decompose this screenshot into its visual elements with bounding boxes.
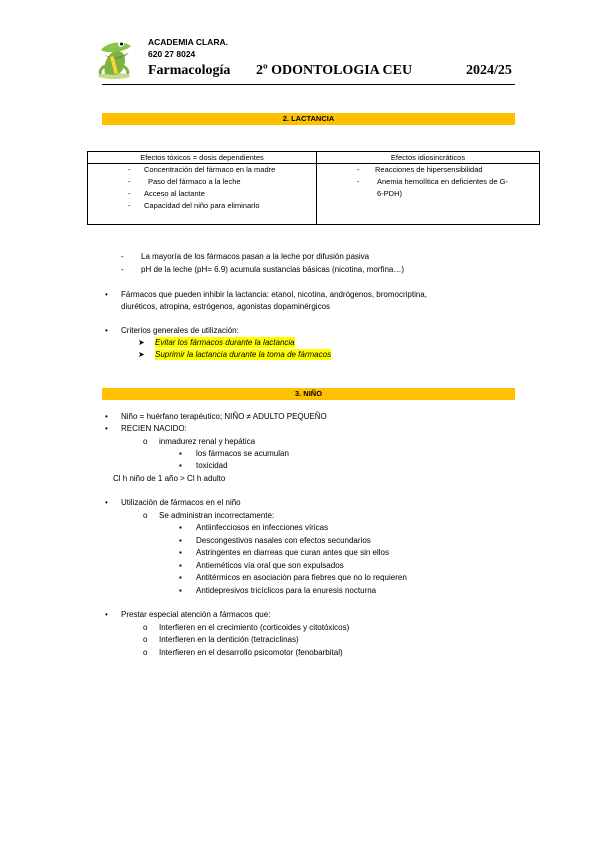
bullet-icon: • <box>105 326 108 335</box>
circle-bullet-icon: o <box>143 623 148 632</box>
bullet-icon: • <box>105 610 108 619</box>
incorrect-item-2: Descongestivos nasales con efectos secundarios <box>196 536 371 545</box>
list-item: 6-PDH) <box>377 189 403 198</box>
inmadurez-item-2: toxicidad <box>196 461 228 470</box>
clearance-line: Cl h niño de 1 año > Cl h adulto <box>113 474 226 483</box>
crocodile-logo-icon <box>91 36 137 80</box>
prestar-item-1: Interfieren en el crecimiento (corticoides y citotóxicos) <box>159 623 350 632</box>
list-item: - Concentración del fármaco en la madre <box>128 165 276 174</box>
square-bullet-icon: ▪ <box>179 523 182 532</box>
inhibit-line-2: diuréticos, atropina, estrógenos, agonistas dopaminérgicos <box>121 302 331 311</box>
dash-marker: - <box>121 252 124 261</box>
bullet-icon: • <box>105 424 108 433</box>
square-bullet-icon: ▪ <box>179 586 182 595</box>
list-item: - Capacidad del niño para eliminarlo <box>128 201 260 210</box>
lactancia-note-2: pH de la leche (pH= 6.9) acumula sustancias básicas (nicotina, morfina…) <box>141 265 405 274</box>
section-lactancia-heading: 2. LACTANCIA <box>102 113 515 125</box>
lactancia-note-1: La mayoría de los fármacos pasan a la leche por difusión pasiva <box>141 252 370 261</box>
arrow-bullet-icon: ➤ <box>138 338 145 347</box>
incorrect-item-3: Astringentes en diarreas que curan antes que sin ellos <box>196 548 390 557</box>
incorrect-item-1: Antiinfecciosos en infecciones víricas <box>196 523 329 532</box>
incorrect-item-4: Antieméticos vía oral que son expulsados <box>196 561 344 570</box>
list-item: - Anemia hemolítica en deficientes de G- <box>357 177 508 186</box>
circle-bullet-icon: o <box>143 635 148 644</box>
header-rule <box>102 84 515 85</box>
table-cell-toxic <box>88 164 317 225</box>
huerfano-line: Niño = huérfano terapéutico; NIÑO ≠ ADULTO PEQUEÑO <box>121 412 327 421</box>
arrow-bullet-icon: ➤ <box>138 350 145 359</box>
dash-marker: - <box>121 265 124 274</box>
academy-phone: 620 27 8024 <box>148 49 196 59</box>
course-title: 2º ODONTOLOGIA CEU <box>256 63 413 78</box>
subject-title: Farmacología <box>148 63 231 78</box>
list-item: - Acceso al lactante <box>128 189 205 198</box>
table-header-idiosyncratic: Efectos idiosincráticos <box>317 152 540 164</box>
inhibit-line-1: Fármacos que pueden inhibir la lactancia: etanol, nicotina, andrógenos, bromocriptina, <box>121 290 427 299</box>
incorrect-item-5: Antitérmicos en asociación para fiebres que no lo requieren <box>196 573 407 582</box>
utilizacion-line: Utilización de fármacos en el niño <box>121 498 241 507</box>
bullet-icon: • <box>105 290 108 299</box>
academy-name: ACADEMIA CLARA. <box>148 37 228 47</box>
inmadurez-item-1: los fármacos se acumulan <box>196 449 289 458</box>
inmadurez-line: inmadurez renal y hepática <box>159 437 256 446</box>
section-nino-heading: 3. NIÑO <box>102 388 515 400</box>
list-item: - Paso del fármaco a la leche <box>128 177 241 186</box>
incorrect-item-6: Antidepresivos tricíclicos para la enuresis nocturna <box>196 586 377 595</box>
bullet-icon: • <box>105 412 108 421</box>
square-bullet-icon: ▪ <box>179 536 182 545</box>
criteria-heading: Criterios generales de utilización: <box>121 326 239 335</box>
list-item: - Reacciones de hipersensibilidad <box>357 165 483 174</box>
prestar-item-3: Interfieren en el desarrollo psicomotor (fenobarbital) <box>159 648 343 657</box>
criteria-item-1: Evitar los fármacos durante la lactancia <box>155 338 295 347</box>
table-header-toxic: Efectos tóxicos = dosis dependientes <box>88 152 317 164</box>
circle-bullet-icon: o <box>143 437 148 446</box>
square-bullet-icon: ▪ <box>179 573 182 582</box>
bullet-icon: • <box>105 498 108 507</box>
incorrect-heading: Se administran incorrectamente: <box>159 511 275 520</box>
circle-bullet-icon: o <box>143 511 148 520</box>
square-bullet-icon: ▪ <box>179 461 182 470</box>
circle-bullet-icon: o <box>143 648 148 657</box>
prestar-heading: Prestar especial atención a fármacos que: <box>121 610 271 619</box>
square-bullet-icon: ▪ <box>179 561 182 570</box>
year-title: 2024/25 <box>466 63 512 78</box>
criteria-item-2: Suprimir la lactancia durante la toma de fármacos <box>155 350 332 359</box>
square-bullet-icon: ▪ <box>179 548 182 557</box>
prestar-item-2: Interfieren en la dentición (tetraciclinas) <box>159 635 299 644</box>
recien-nacido-line: RECIEN NACIDO: <box>121 424 187 433</box>
effects-table <box>87 151 540 225</box>
square-bullet-icon: ▪ <box>179 449 182 458</box>
table-cell-idiosyncratic <box>317 164 540 225</box>
